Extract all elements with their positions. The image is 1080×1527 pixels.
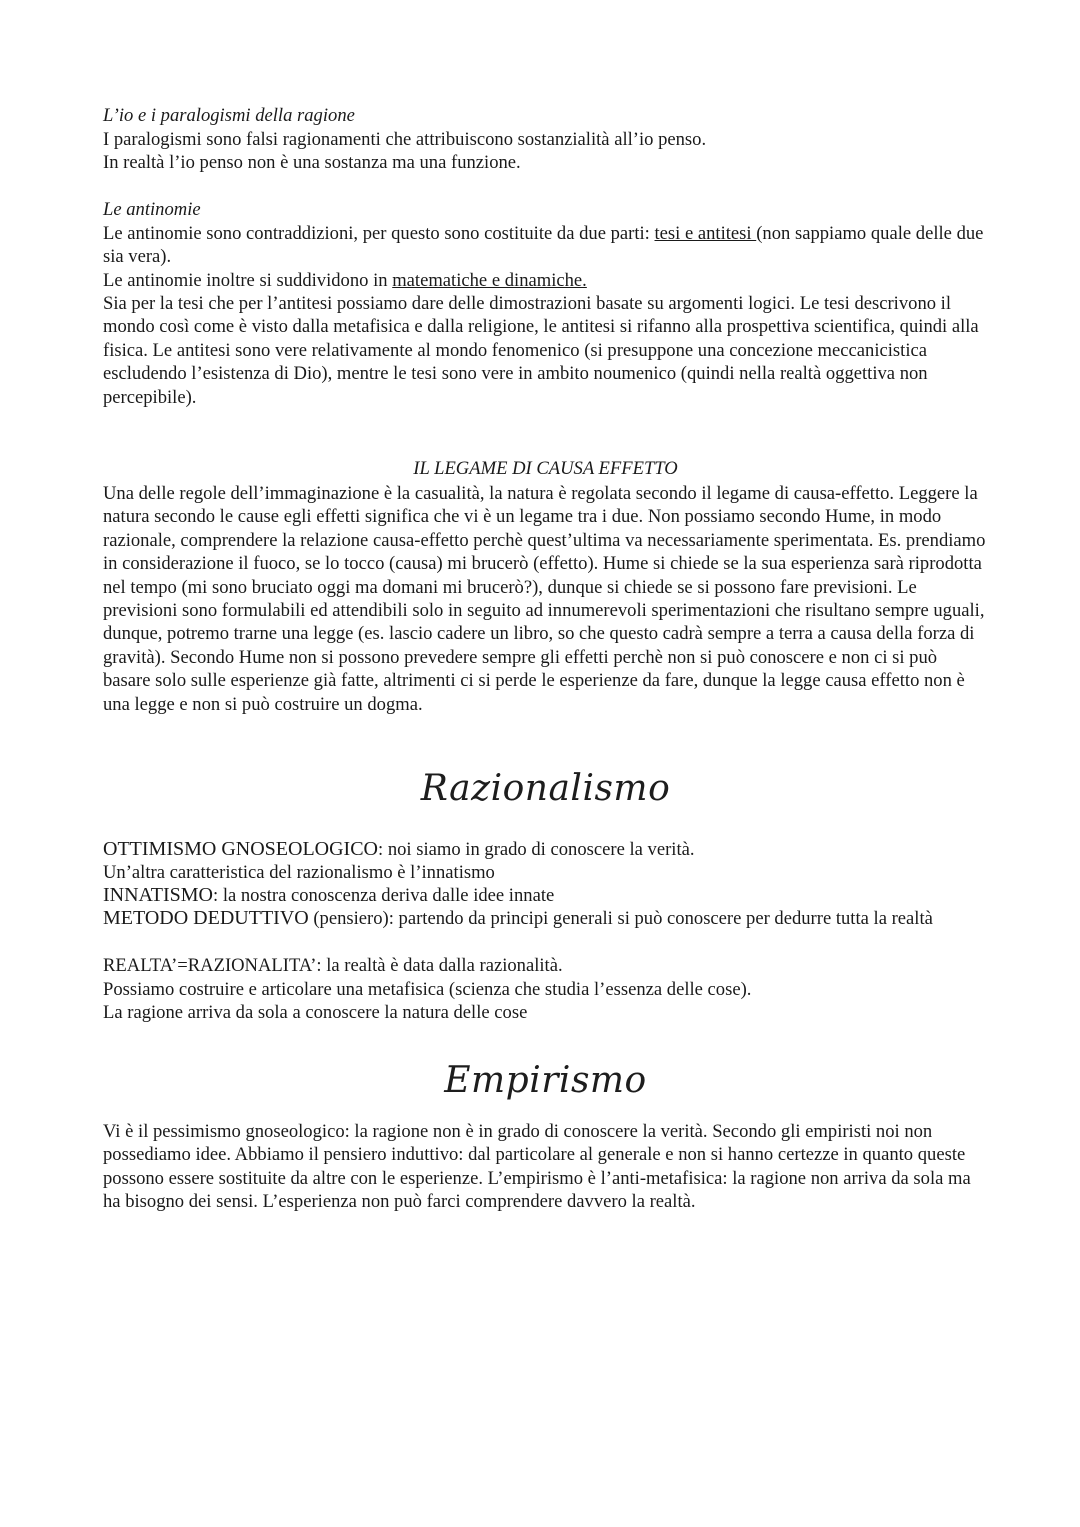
antinomie-heading: Le antinomie bbox=[103, 199, 201, 220]
paralogismi-line-2: In realtà l’io penso non è una sostanza ma una funzione. bbox=[103, 152, 521, 173]
razionalismo-line-3 bbox=[103, 884, 988, 907]
antinomie-p2-text: Le antinomie inoltre si suddividono in bbox=[103, 270, 393, 291]
realta-label: REALTA’=RAZIONALITA’ bbox=[103, 955, 317, 976]
antinomie-p2-underlined: matematiche e dinamiche. bbox=[392, 270, 587, 291]
razionalismo-heading: Razionalismo bbox=[420, 768, 671, 809]
causa-effetto-heading: IL LEGAME DI CAUSA EFFETTO bbox=[413, 458, 678, 479]
innatismo-label: INNATISMO bbox=[103, 884, 213, 906]
causa-effetto-paragraph: Una delle regole dell’immaginazione è la casualità, la natura è regolata secondo il legame di causa-effetto. Leggere la natura secondo le cause egli effetti significa che vi è un legame tra i due. Non possiamo secondo Hume, in modo razionale, comprendere la relazione causa-effetto perchè quest’ultima va necessariamente sperimentata. Es. prendiamo in considerazione il fuoco, se lo tocco (causa) mi brucerò (effetto). Hume si chiede se la sua esperienza sarà riprodotta nel tempo (mi sono bruciato oggi ma domani mi brucerò?), dunque si chiede se si possono fare previsioni. Le previsioni sono formulabili ed attendibili solo in seguito ad innumerevoli sperimentazioni che risultano sempre uguali, dunque, potremo trarne una legge (es. lascio cadere un libro, so che questo cadrà sempre a terra a causa della forza di gravità). Secondo Hume non si possono prevedere sempre gli effetti perchè non si può conoscere e non ci si può basare solo sulle esperienze già fatte, altrimenti ci si perde le esperienze da fare, dunque la legge causa effetto non è una legge e non si può costruire un dogma. bbox=[103, 483, 986, 715]
razionalismo-line-1 bbox=[103, 838, 988, 861]
realta-text: : la realtà è data dalla razionalità. bbox=[316, 955, 563, 976]
metodo-deduttivo-text: (pensiero): partendo da principi generali si può conoscere per dedurre tutta la realtà bbox=[308, 908, 933, 929]
antinomie-paragraph-3: Sia per la tesi che per l’antitesi possiamo dare delle dimostrazioni basate su argomenti logici. Le tesi descrivono il mondo così come è visto dalla metafisica e dalla religione, le antitesi si rifanno alla prospettiva scientifica, quindi alla fisica. Le antitesi sono vere relativamente al mondo fenomenico (si presuppone una concezione meccanicistica escludendo l’esistenza di Dio), mentre le tesi sono vere in ambito noumenico (quindi nella realtà oggettiva non percepibile). bbox=[103, 293, 979, 408]
ottimismo-text: : noi siamo in grado di conoscere la verità. bbox=[378, 839, 695, 860]
antinomie-p1-text: Le antinomie sono contraddizioni, per questo sono costituite da due parti: bbox=[103, 223, 655, 244]
paralogismi-heading: L’io e i paralogismi della ragione bbox=[103, 105, 355, 126]
empirismo-paragraph: Vi è il pessimismo gnoseologico: la ragione non è in grado di conoscere la verità. Secondo gli empiristi noi non possediamo idee. Abbiamo il pensiero induttivo: dal particolare al generale e non si hanno certezze in quanto queste possono essere sostituite da altre con le esperienze. L’empirismo è l’anti-metafisica: la ragione non arriva da sola ma ha bisogno dei sensi. L’esperienza non può farci comprendere davvero la realtà. bbox=[103, 1121, 971, 1213]
ottimismo-label: OTTIMISMO GNOSEOLOGICO bbox=[103, 838, 378, 860]
razionalismo-line-2: Un’altra caratteristica del razionalismo è l’innatismo bbox=[103, 862, 495, 883]
antinomie-p1-tail: (non sappiamo quale delle due sia vera). bbox=[103, 223, 984, 268]
innatismo-text: : la nostra conoscenza deriva dalle idee innate bbox=[213, 885, 555, 906]
razionalismo-line-4 bbox=[103, 907, 988, 930]
empirismo-heading: Empirismo bbox=[444, 1060, 647, 1101]
razionalismo-line-5 bbox=[103, 954, 988, 977]
metodo-deduttivo-label: METODO DEDUTTIVO bbox=[103, 907, 309, 929]
antinomie-paragraph-2 bbox=[103, 269, 988, 292]
paralogismi-line-1: I paralogismi sono falsi ragionamenti che attribuiscono sostanzialità all’io penso. bbox=[103, 129, 707, 150]
antinomie-paragraph-1 bbox=[103, 222, 988, 269]
razionalismo-line-7: La ragione arriva da sola a conoscere la natura delle cose bbox=[103, 1002, 528, 1023]
antinomie-p1-underlined: tesi e antitesi bbox=[654, 223, 757, 244]
razionalismo-line-6: Possiamo costruire e articolare una metafisica (scienza che studia l’essenza delle cose). bbox=[103, 979, 752, 1000]
